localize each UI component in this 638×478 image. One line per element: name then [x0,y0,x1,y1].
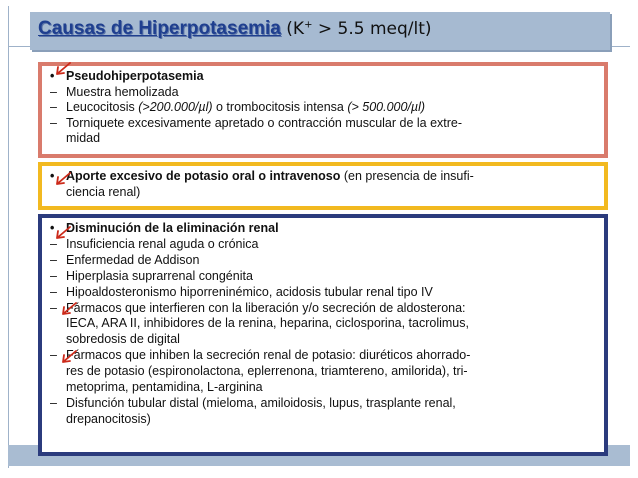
box3-heading-line [50,221,598,237]
item-text: drepanocitosis) [66,411,151,426]
item-text: metoprima, pentamidina, L-arginina [66,380,263,395]
renal-elimination-box [38,214,608,456]
list-item [50,236,598,253]
bullet: • [50,221,55,235]
list-item [50,100,598,116]
box2-heading-line [50,168,598,184]
item-italic: (>200.000/µl) [138,100,213,115]
box2-heading-rest: (en presencia de insufi- [340,169,474,183]
list-item-continuation [66,364,598,380]
list-item [50,252,598,269]
item-text: o trombocitosis intensa [212,100,348,115]
item-text: Disfunción tubular distal (mieloma, amiloidosis, lupus, trasplante renal, [66,395,456,410]
item-text: Muestra hemolizada [66,84,179,99]
title-rest [281,19,432,39]
red-arrow-icon [60,302,78,316]
bullet: • [50,69,55,83]
item-text: Torniquete excesivamente apretado o contracción muscular de la extre- [66,115,463,130]
title-rest-post: > 5.5 meq/lt) [312,19,432,39]
item-text: IECA, ARA II, inhibidores de la renina, heparina, ciclosporina, tacrolimus, [66,316,469,331]
dash: – [50,395,57,410]
list-item [50,115,598,132]
red-arrow-icon [54,62,72,76]
item-text: midad [66,131,101,146]
red-arrow-icon [54,226,72,240]
dash: – [50,236,57,251]
item-text: Hipoaldosteronismo hiporreninémico, acidosis tubular renal tipo IV [66,284,433,299]
slide-title [38,18,432,40]
item-text: sobredosis de digital [66,332,180,347]
box2-continuation [66,184,598,200]
box2-heading: Aporte excesivo de potasio oral o intravenoso [66,169,341,183]
list-item-continuation [66,380,598,396]
list-item-continuation [66,332,598,348]
box1-heading-line [50,69,598,85]
item-italic: (> 500.000/µl) [347,100,426,115]
excess-intake-box [38,162,608,210]
list-item [50,348,598,364]
box1-heading: Pseudohiperpotasemia [66,69,204,83]
list-item [50,300,598,317]
item-text: Enfermedad de Addison [66,252,200,267]
list-item [50,268,598,285]
red-arrow-icon [54,172,72,186]
list-item [50,84,598,101]
list-item-continuation [66,316,598,332]
pseudohyperkalemia-box [38,62,608,158]
dash: – [50,348,57,363]
item-text: Insuficiencia renal aguda o crónica [66,236,259,251]
dash: – [50,252,57,267]
item-text: Fármacos que inhiben la secreción renal de potasio: diuréticos ahorrado- [66,348,471,363]
item-text: Hiperplasia suprarrenal congénita [66,268,253,283]
red-arrow-icon [60,350,78,364]
dash: – [50,284,57,299]
list-item-continuation [66,131,598,147]
dash: – [50,268,57,283]
item-text: res de potasio (espironolactona, eplerrenona, triamtereno, amilorida), tri- [66,364,468,379]
list-item-continuation [66,412,598,428]
bullet: • [50,169,55,183]
list-item [50,284,598,301]
dash: – [50,100,57,115]
dash: – [50,115,57,130]
box3-heading: Disminución de la eliminación renal [66,221,279,235]
item-text: ciencia renal) [66,185,141,199]
dash: – [50,84,57,99]
title-superscript: + [304,19,313,31]
item-text: Leucocitosis [66,100,139,115]
item-text: Fármacos que interfieren con la liberación y/o secreción de aldosterona: [66,300,466,315]
slide-vertical-rule [8,6,9,468]
dash: – [50,300,57,315]
list-item [50,395,598,412]
title-rest-pre: (K [280,19,305,39]
title-bold: Causas de Hiperpotasemia [38,18,281,39]
